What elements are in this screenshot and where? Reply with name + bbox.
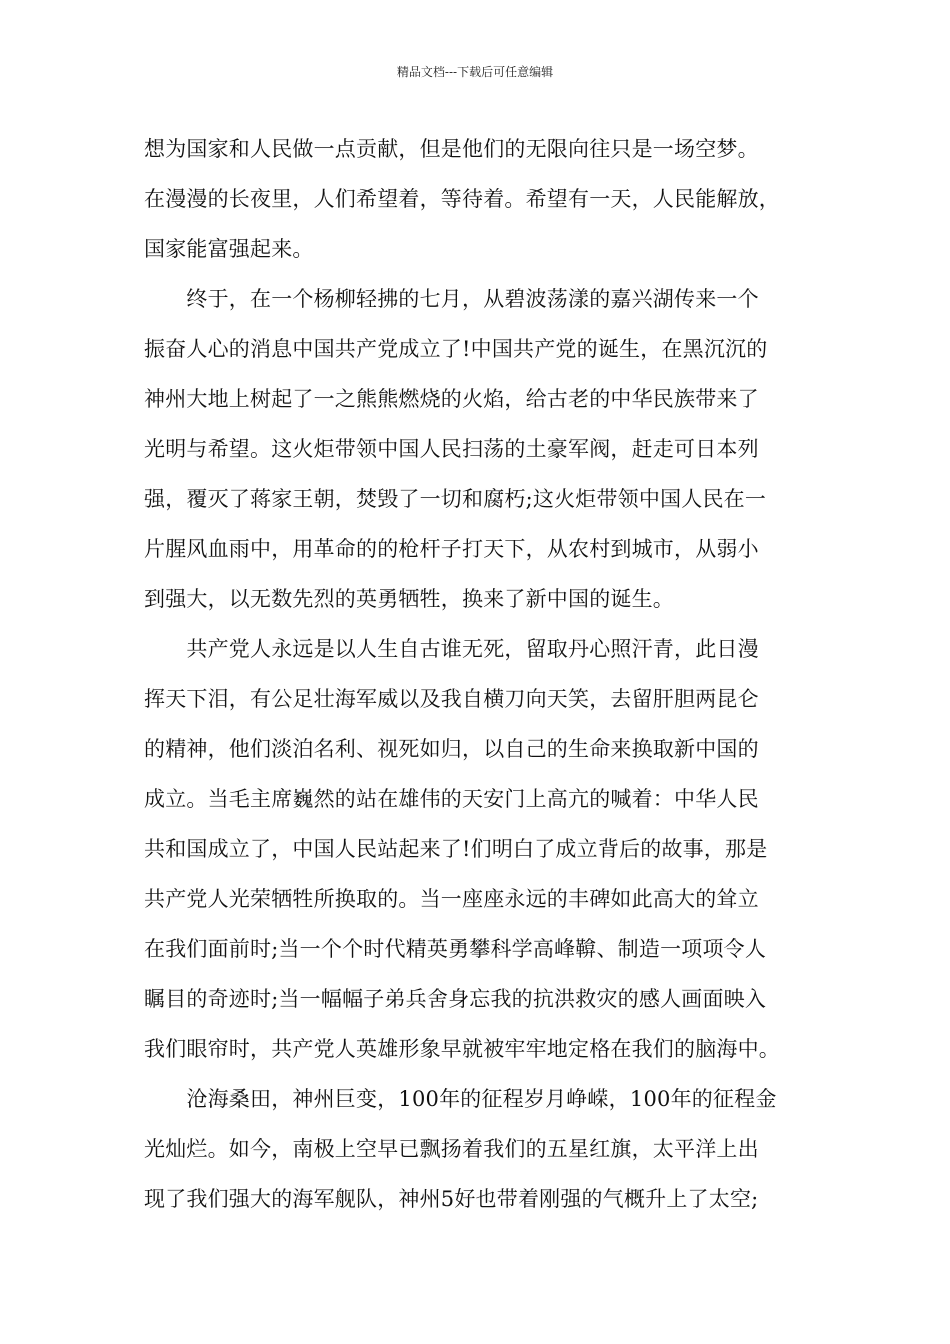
text-line: 到强大，以无数先烈的英勇牺牲，换来了新中国的诞生。 [144,587,674,611]
text-line: 光灿烂。如今，南极上空早已飘扬着我们的五星红旗，太平洋上出 [144,1137,759,1161]
document-body [144,124,808,1224]
text-line: 挥天下泪，有公足壮海军威以及我自横刀向天笑，去留肝胆两昆仑 [144,687,759,711]
text-line: 共产党人光荣牺牲所换取的。当一座座永远的丰碑如此高大的耸立 [144,887,759,911]
text-line: 在漫漫的长夜里，人们希望着，等待着。希望有一天，人民能解放， [144,187,780,211]
text-line: 想为国家和人民做一点贡献，但是他们的无限向往只是一场空梦。 [144,137,759,161]
text-line: 共和国成立了，中国人民站起来了!们明白了成立背后的故事，那是 [144,837,768,861]
text-line: 振奋人心的消息中国共产党成立了!中国共产党的诞生，在黑沉沉的 [144,337,768,361]
text-line: 共产党人永远是以人生自古谁无死，留取丹心照汗青，此日漫 [144,637,759,661]
text-line: 光明与希望。这火炬带领中国人民扫荡的土豪军阀，赶走可日本列 [144,437,759,461]
text-line: 沧海桑田，神州巨变，100年的征程岁月峥嵘，100年的征程金 [144,1087,777,1111]
text-line: 成立。当毛主席巍然的站在雄伟的天安门上高亢的喊着：中华人民 [144,787,759,811]
page-header: 精品文档---下载后可任意编辑 [396,65,554,79]
text-line: 在我们面前时;当一个个时代精英勇攀科学高峰鞥、制造一项项令人 [144,937,767,961]
text-line: 瞩目的奇迹时;当一幅幅子弟兵舍身忘我的抗洪救灾的感人画面映入 [144,987,767,1011]
text-line: 现了我们强大的海军舰队，神州5好也带着刚强的气概升上了太空; [144,1187,759,1211]
text-line: 国家能富强起来。 [144,237,314,261]
text-line: 终于，在一个杨柳轻拂的七月，从碧波荡漾的嘉兴湖传来一个 [144,287,759,311]
text-line: 强，覆灭了蒋家王朝，焚毁了一切和腐朽;这火炬带领中国人民在一 [144,487,767,511]
text-line: 我们眼帘时，共产党人英雄形象早就被牢牢地定格在我们的脑海中。 [144,1037,780,1061]
text-line: 神州大地上树起了一之熊熊燃烧的火焰，给古老的中华民族带来了 [144,387,759,411]
text-line: 的精神，他们淡泊名利、视死如归，以自己的生命来换取新中国的 [144,737,759,761]
text-line: 片腥风血雨中，用革命的的枪杆子打天下，从农村到城市，从弱小 [144,537,759,561]
